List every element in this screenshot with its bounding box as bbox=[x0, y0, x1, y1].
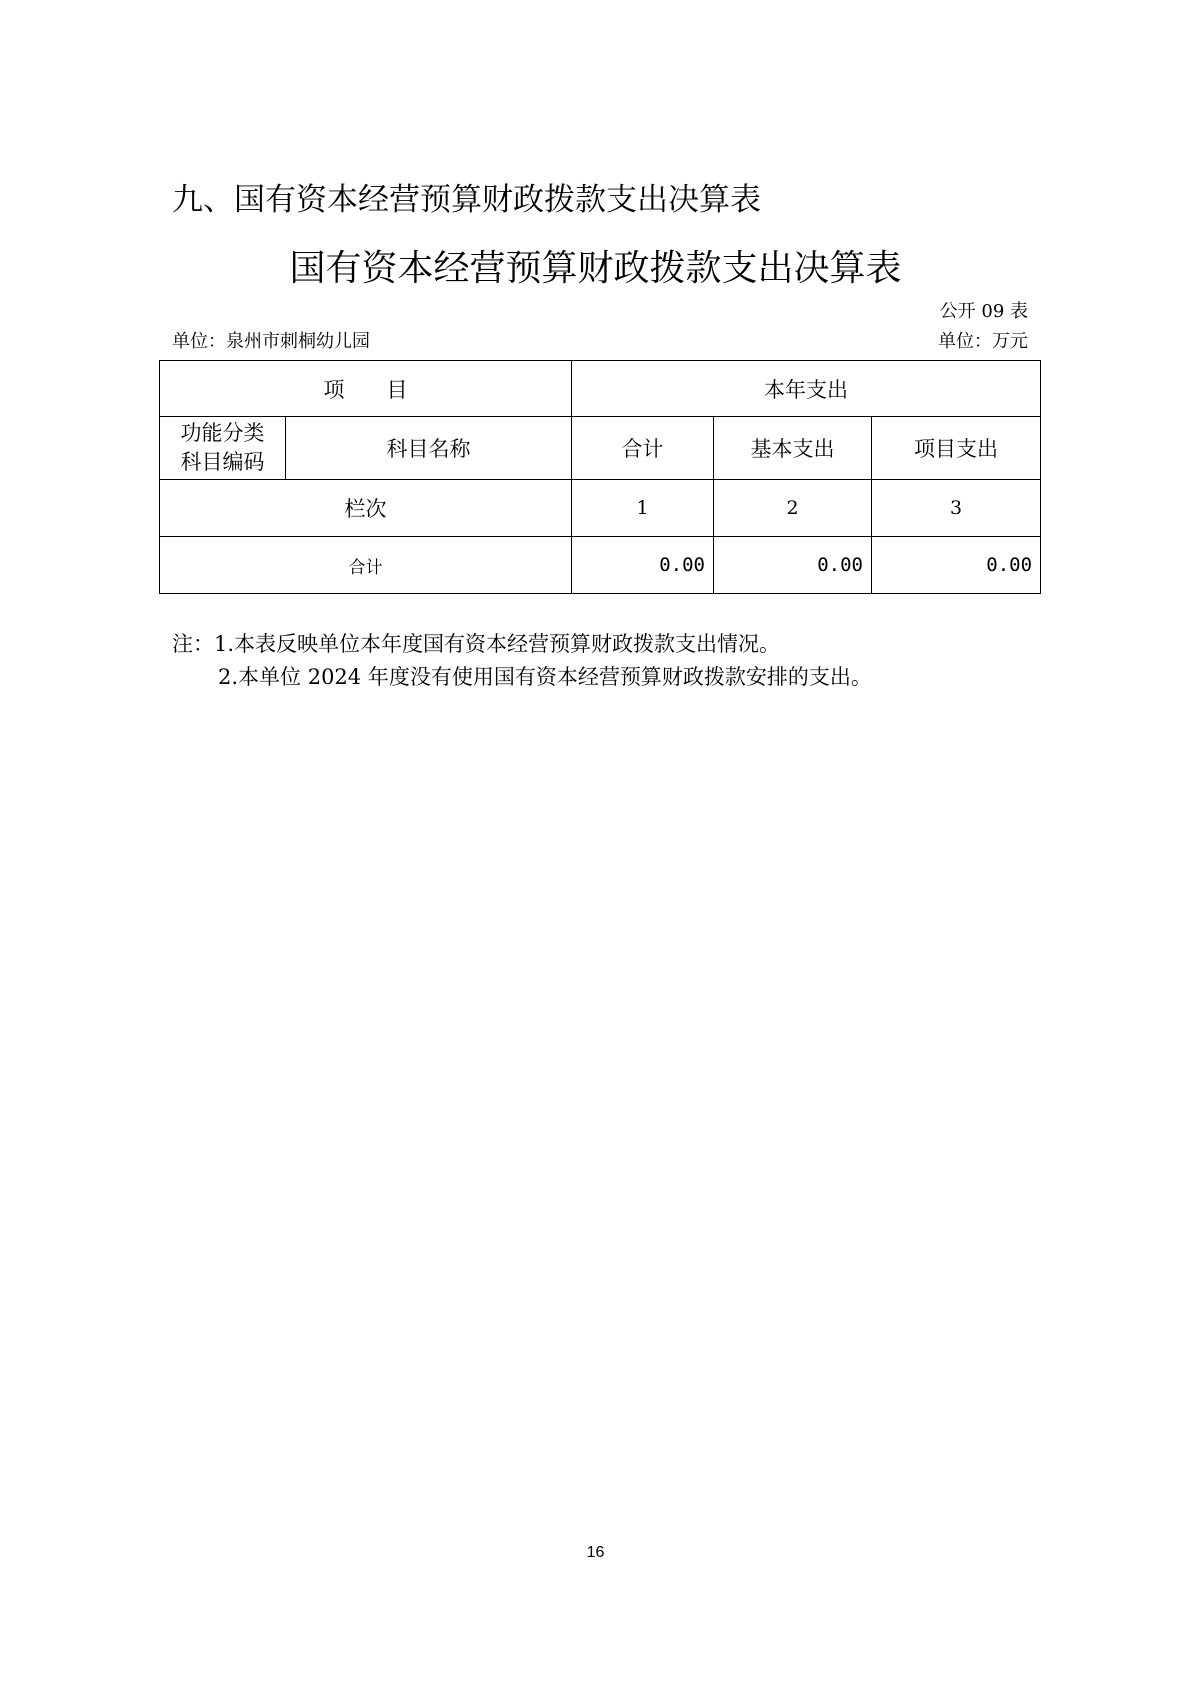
header-function-code bbox=[160, 417, 286, 480]
page-number: 16 bbox=[586, 1544, 605, 1561]
budget-table bbox=[159, 360, 1041, 594]
column-number: 1 bbox=[572, 480, 714, 537]
unit-currency: 单位：万元 bbox=[938, 331, 1028, 352]
header-total: 合计 bbox=[572, 417, 714, 480]
header-code-line2: 科目编码 bbox=[180, 450, 265, 474]
total-label: 合计 bbox=[160, 537, 572, 594]
section-heading: 九、国有资本经营预算财政拨款支出决算表 bbox=[172, 182, 761, 218]
form-code: 公开 09 表 bbox=[939, 301, 1028, 322]
column-number-row bbox=[160, 480, 1041, 537]
project-value: 0.00 bbox=[872, 537, 1041, 594]
note-line-2: 2.本单位 2024 年度没有使用国有资本经营预算财政拨款安排的支出。 bbox=[218, 665, 872, 689]
header-subject-name: 科目名称 bbox=[286, 417, 572, 480]
column-label: 栏次 bbox=[160, 480, 572, 537]
header-row-2 bbox=[160, 417, 1041, 480]
unit-organization: 单位：泉州市刺桐幼儿园 bbox=[172, 331, 370, 352]
column-number: 2 bbox=[714, 480, 872, 537]
note-line-1: 注：1.本表反映单位本年度国有资本经营预算财政拨款支出情况。 bbox=[172, 632, 781, 656]
header-project-expense: 项目支出 bbox=[872, 417, 1041, 480]
total-value: 0.00 bbox=[572, 537, 714, 594]
header-row-1 bbox=[160, 361, 1041, 417]
basic-value: 0.00 bbox=[714, 537, 872, 594]
column-number: 3 bbox=[872, 480, 1041, 537]
table-title: 国有资本经营预算财政拨款支出决算表 bbox=[289, 248, 902, 289]
header-item: 项 目 bbox=[160, 361, 572, 417]
header-current-year-expense: 本年支出 bbox=[572, 361, 1041, 417]
header-code-line1: 功能分类 bbox=[180, 421, 265, 445]
header-basic-expense: 基本支出 bbox=[714, 417, 872, 480]
notes bbox=[172, 628, 872, 694]
total-row bbox=[160, 537, 1041, 594]
